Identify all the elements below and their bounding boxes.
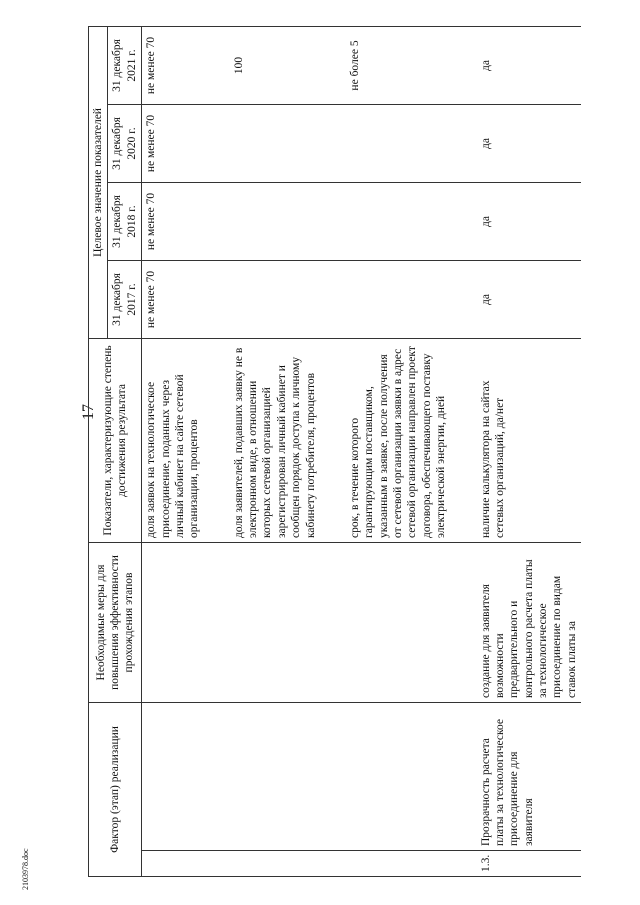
value-2020: да: [477, 104, 582, 182]
value-2018: да: [477, 182, 582, 260]
header-date-2021: 31 декабря 2021 г.: [108, 26, 142, 104]
row-number: 1.3.: [477, 851, 582, 877]
value-2021: да: [477, 26, 582, 104]
value-2020: не менее 70: [142, 104, 204, 182]
value-2018: не менее 70: [142, 182, 204, 260]
header-date-2018: 31 декабря 2018 г.: [108, 182, 142, 260]
rotated-page-content: [88, 27, 610, 877]
page-number: 17: [80, 404, 97, 420]
value-2018: [346, 182, 451, 260]
header-indicators: Показатели, характеризующие степень достижения результата: [89, 338, 142, 542]
value-2017: не менее 70: [142, 260, 204, 338]
value-2021: не более 5: [346, 26, 451, 104]
value-2017: [230, 260, 320, 338]
table-row: [142, 26, 204, 876]
table-row: [477, 26, 582, 876]
header-measures: Необходимые меры для повышения эффективности прохождения этапов: [89, 542, 142, 702]
indicator-text: наличие калькулятора на сайтах сетевых организаций, да/нет: [477, 338, 582, 542]
indicator-text: доля заявок на технологическое присоединение, поданных через личный кабинет на сайте сетевой организации, процентов: [142, 338, 204, 542]
document-filename: 2103978.doc: [21, 848, 30, 890]
indicators-table: [88, 26, 581, 877]
table-row: [230, 26, 320, 876]
value-2017: [346, 260, 451, 338]
value-2017: да: [477, 260, 582, 338]
value-2018: [230, 182, 320, 260]
header-factor: Фактор (этап) реализации: [89, 702, 142, 876]
value-2020: [230, 104, 320, 182]
value-2021: не менее 70: [142, 26, 204, 104]
header-date-2020: 31 декабря 2020 г.: [108, 104, 142, 182]
table-row: [346, 26, 451, 876]
header-date-2017: 31 декабря 2017 г.: [108, 260, 142, 338]
factor-text: Прозрачность расчета платы за технологическое присоединение для заявителя: [477, 702, 582, 850]
indicator-text: доля заявителей, подавших заявку не в электронном виде, в отношении которых сетевой организацией зарегистрирован личный кабинет и сообщен порядок доступа к личному кабинету потребителя, процентов: [230, 338, 320, 542]
value-2021: 100: [230, 26, 320, 104]
header-target-values: Целевое значение показателей: [89, 26, 108, 338]
measure-text: создание для заявителя возможности предварительного и контрольного расчета платы за технологическое присоединение по видам ставок платы за: [477, 542, 582, 702]
indicator-text: срок, в течение которого гарантирующим поставщиком, указанным в заявке, после получения от сетевой организации заявки в адрес сетевой организации направлен проект договора, обеспечивающего поставку электрической энергии, дней: [346, 338, 451, 542]
value-2020: [346, 104, 451, 182]
